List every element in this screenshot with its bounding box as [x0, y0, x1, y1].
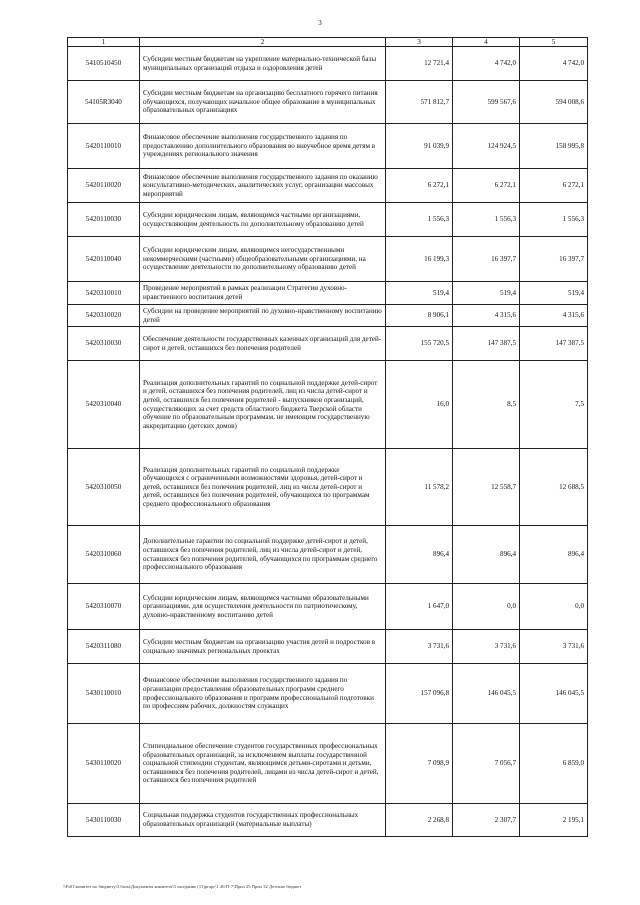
- row-value-3: 896,4: [520, 526, 588, 584]
- row-value-1: 91 039,9: [386, 124, 453, 169]
- column-header: 1: [68, 38, 140, 47]
- table-row: [68, 203, 588, 237]
- table-row: [68, 305, 588, 327]
- row-value-3: 1 556,3: [520, 203, 588, 237]
- row-code: 5420310040: [68, 361, 140, 449]
- row-code: 5410510450: [68, 47, 140, 81]
- row-code: 5420110040: [68, 237, 140, 282]
- row-code: 5420310070: [68, 584, 140, 630]
- row-code: 5420311080: [68, 630, 140, 664]
- table-row: [68, 804, 588, 837]
- row-name: Стипендиальное обеспечение студентов государственных профессиональных образовательных организаций, за исключением выплаты государственной социальной стипендии студентам, являющимся детьми-сиротами и детьми, оставшимися без попечения родителей, лицами из числа детей-сирот и детей, оставшихся без попечения родителей: [140, 724, 386, 804]
- row-value-1: 12 721,4: [386, 47, 453, 81]
- row-code: 5420310010: [68, 282, 140, 305]
- row-value-3: 147 387,5: [520, 327, 588, 361]
- row-name: Социальная поддержка студентов государственных профессиональных образовательных организаций (материальные выплаты): [140, 804, 386, 837]
- row-name: Субсидии местным бюджетам на укрепление материально-технической базы муниципальных организаций отдыха и оздоровления детей: [140, 47, 386, 81]
- row-value-2: 896,4: [453, 526, 520, 584]
- row-name: Обеспечение деятельности государственных казенных организаций для детей-сирот и детей, оставшихся без попечения родителей: [140, 327, 386, 361]
- row-value-1: 157 096,8: [386, 664, 453, 724]
- row-value-2: 8,5: [453, 361, 520, 449]
- table-row: [68, 664, 588, 724]
- row-name: Реализация дополнительных гарантий по социальной поддержке детей-сирот и детей, оставшихся без попечения родителей, лиц из числа детей-сирот и детей, оставшихся без попечения родителей - выпускников организаций, осуществляющих за счет средств областного бюджета Тверской области обучение по образовательным программам, не имеющим государственную аккредитацию (детских домов): [140, 361, 386, 449]
- row-value-2: 4 315,6: [453, 305, 520, 327]
- row-value-3: 7,5: [520, 361, 588, 449]
- row-code: 54105R3040: [68, 81, 140, 124]
- row-value-2: 6 272,1: [453, 169, 520, 203]
- row-code: 5430110030: [68, 804, 140, 837]
- budget-table: [67, 37, 588, 837]
- table-row: [68, 81, 588, 124]
- row-name: Проведение мероприятий в рамках реализации Стратегии духовно-нравственного воспитания детей: [140, 282, 386, 305]
- row-code: 5420310020: [68, 305, 140, 327]
- row-code: 5420110020: [68, 169, 140, 203]
- row-value-3: 6 859,0: [520, 724, 588, 804]
- row-value-2: 0,0: [453, 584, 520, 630]
- table-row: [68, 630, 588, 664]
- column-header: 5: [520, 38, 588, 47]
- row-value-1: 571 812,7: [386, 81, 453, 124]
- row-value-1: 1 556,3: [386, 203, 453, 237]
- row-value-2: 147 387,5: [453, 327, 520, 361]
- row-value-2: 146 045,5: [453, 664, 520, 724]
- table-row: [68, 47, 588, 81]
- row-code: 5430110020: [68, 724, 140, 804]
- row-value-3: 146 045,5: [520, 664, 588, 724]
- row-value-1: 3 731,6: [386, 630, 453, 664]
- row-value-3: 16 397,7: [520, 237, 588, 282]
- row-value-1: 6 272,1: [386, 169, 453, 203]
- row-name: Дополнительные гарантии по социальной поддержке детей-сирот и детей, оставшихся без попечения родителей, лиц из числа детей-сирот и детей, оставшихся без попечения родителей, обучающихся по программам среднего профессионального образования: [140, 526, 386, 584]
- row-value-2: 599 567,6: [453, 81, 520, 124]
- footer-file-path: \\Fs01\комитет по бюджету\3 базы\Документы комитета\3 заседание (11)ргарг\1 46-П-7\Прил 25 Прил 32 Детские бюджет: [63, 884, 302, 889]
- row-value-3: 3 731,6: [520, 630, 588, 664]
- row-name: Финансовое обеспечение выполнения государственного задания по организации предоставления образовательных программ среднего профессионального образования и программ профессиональной подготовки по профессиям рабочих, должностям служащих: [140, 664, 386, 724]
- row-code: 5420310060: [68, 526, 140, 584]
- row-value-2: 3 731,6: [453, 630, 520, 664]
- row-name: Субсидии местным бюджетам на организацию бесплатного горячего питания обучающихся, получающих начальное общее образование в муниципальных образовательных организациях: [140, 81, 386, 124]
- table-row: [68, 584, 588, 630]
- column-header: 3: [386, 38, 453, 47]
- row-code: 5420110030: [68, 203, 140, 237]
- row-name: Финансовое обеспечение выполнения государственного задания по оказанию консультативно-методических, аналитических услуг, организации массовых мероприятий: [140, 169, 386, 203]
- row-code: 5420310050: [68, 449, 140, 526]
- row-name: Субсидии на проведение мероприятий по духовно-нравственному воспитанию детей: [140, 305, 386, 327]
- column-header: 2: [140, 38, 386, 47]
- row-value-2: 519,4: [453, 282, 520, 305]
- table-row: [68, 526, 588, 584]
- table-row: [68, 361, 588, 449]
- row-value-1: 7 098,9: [386, 724, 453, 804]
- row-value-2: 124 924,5: [453, 124, 520, 169]
- row-value-1: 16,0: [386, 361, 453, 449]
- row-value-1: 896,4: [386, 526, 453, 584]
- row-name: Субсидии юридическим лицам, являющимся негосударственными некоммерческими (частными) общеобразовательными организациями, на осуществление деятельности по дополнительному образованию детей: [140, 237, 386, 282]
- row-name: Субсидии местным бюджетам на организацию участия детей и подростков в социально значимых региональных проектах: [140, 630, 386, 664]
- row-name: Субсидии юридическим лицам, являющимся частными организациями, осуществляющим деятельность по дополнительному образованию детей: [140, 203, 386, 237]
- row-code: 5420110010: [68, 124, 140, 169]
- row-value-1: 519,4: [386, 282, 453, 305]
- row-value-3: 12 688,5: [520, 449, 588, 526]
- row-name: Реализация дополнительных гарантий по социальной поддержке обучающихся с ограниченными возможностями здоровья, детей-сирот и детей, оставшихся без попечения родителей, лиц из числа детей-сирот и детей, оставшихся без попечения родителей, обучающихся по программам среднего профессионального образования: [140, 449, 386, 526]
- row-value-1: 1 647,0: [386, 584, 453, 630]
- row-value-1: 2 268,8: [386, 804, 453, 837]
- row-value-2: 12 558,7: [453, 449, 520, 526]
- row-value-3: 158 995,8: [520, 124, 588, 169]
- page-number: 3: [318, 19, 322, 27]
- row-value-3: 6 272,1: [520, 169, 588, 203]
- row-value-2: 4 742,0: [453, 47, 520, 81]
- row-value-1: 155 720,5: [386, 327, 453, 361]
- row-code: 5430110010: [68, 664, 140, 724]
- table-row: [68, 282, 588, 305]
- row-value-3: 4 742,0: [520, 47, 588, 81]
- table-row: [68, 449, 588, 526]
- row-code: 5420310030: [68, 327, 140, 361]
- row-value-2: 1 556,3: [453, 203, 520, 237]
- row-value-3: 4 315,6: [520, 305, 588, 327]
- table-row: [68, 724, 588, 804]
- table-row: [68, 124, 588, 169]
- row-value-3: 594 008,6: [520, 81, 588, 124]
- row-value-3: 2 195,1: [520, 804, 588, 837]
- row-value-3: 519,4: [520, 282, 588, 305]
- row-name: Финансовое обеспечение выполнения государственного задания по предоставлению дополнительного образования во внеучебное время детям в учреждениях регионального значения: [140, 124, 386, 169]
- table-row: [68, 327, 588, 361]
- row-value-1: 16 199,3: [386, 237, 453, 282]
- row-value-2: 16 397,7: [453, 237, 520, 282]
- table-header-row: [68, 38, 588, 47]
- table-row: [68, 169, 588, 203]
- row-value-2: 2 307,7: [453, 804, 520, 837]
- row-value-3: 0,0: [520, 584, 588, 630]
- column-header: 4: [453, 38, 520, 47]
- row-value-1: 8 906,1: [386, 305, 453, 327]
- row-value-2: 7 056,7: [453, 724, 520, 804]
- row-value-1: 11 578,2: [386, 449, 453, 526]
- table-row: [68, 237, 588, 282]
- row-name: Субсидии юридическим лицам, являющимся частными образовательными организациями, для осуществления деятельности по патриотическому, духовно-нравственному воспитанию детей: [140, 584, 386, 630]
